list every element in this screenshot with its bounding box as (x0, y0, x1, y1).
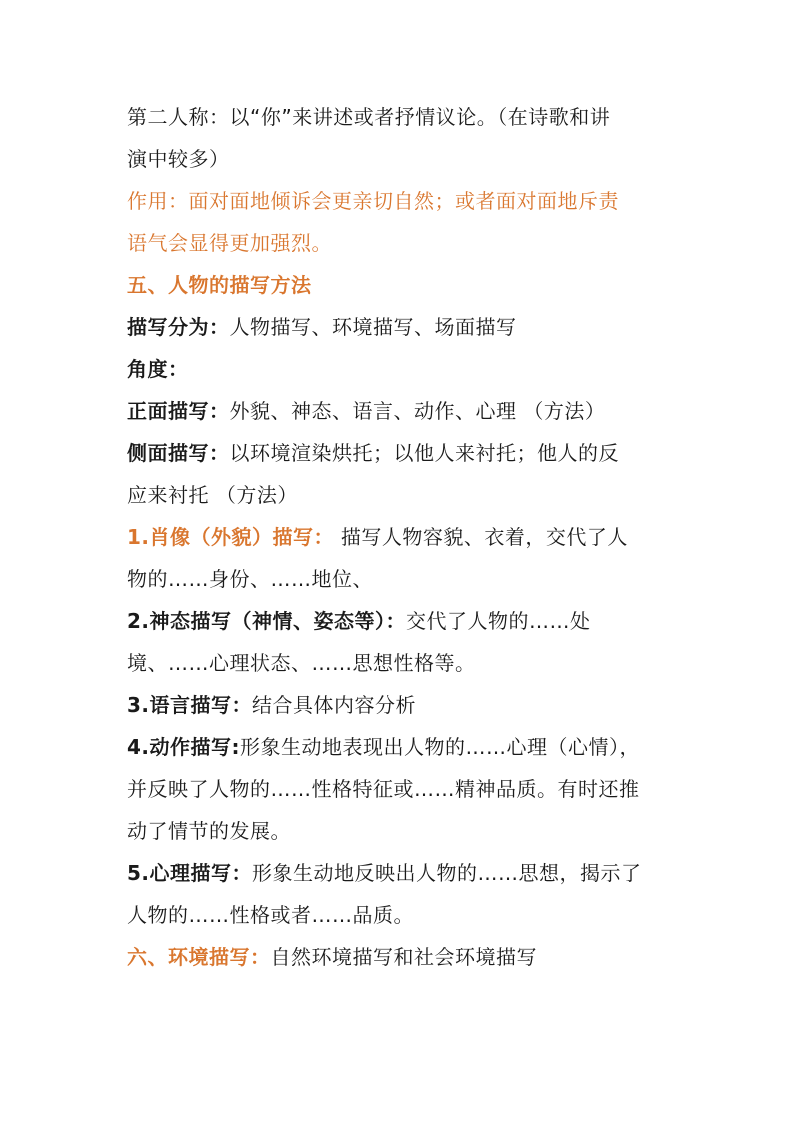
section-heading-six (127, 936, 697, 978)
direct-description-label: 正面描写： (127, 399, 230, 423)
line-indirect-description (127, 432, 697, 474)
portrait-text-cont: 物的……身份、……地位、 (127, 567, 373, 591)
line-indirect-description-cont (127, 474, 697, 516)
portrait-text: 描写人物容貌、衣着，交代了人 (334, 525, 628, 549)
angle-label: 角度： (127, 357, 189, 381)
line-expression (127, 600, 697, 642)
effect-text-cont: 语气会显得更加强烈。 (127, 231, 332, 255)
action-text-cont-2: 动了情节的发展。 (127, 819, 291, 843)
description-types-label: 描写分为： (127, 315, 230, 339)
line-second-person (127, 96, 697, 138)
line-angle (127, 348, 697, 390)
expression-text: 交代了人物的……处 (406, 609, 591, 633)
line-expression-cont (127, 642, 697, 684)
line-effect-cont (127, 222, 697, 264)
section-heading-five (127, 264, 697, 306)
line-portrait-cont (127, 558, 697, 600)
section-five-title: 五、人物的描写方法 (127, 273, 312, 297)
second-person-text-cont: 演中较多） (127, 147, 230, 171)
direct-description-text: 外貌、神态、语言、动作、心理 （方法） (229, 399, 606, 423)
second-person-text: 第二人称：以“你”来讲述或者抒情议论。（在诗歌和讲 (127, 105, 611, 129)
indirect-description-text-cont: 应来衬托 （方法） (127, 483, 298, 507)
line-direct-description (127, 390, 697, 432)
indirect-description-label: 侧面描写： (127, 441, 230, 465)
line-psychology-cont (127, 894, 697, 936)
line-effect (127, 180, 697, 222)
indirect-description-text: 以环境渲染烘托；以他人来衬托；他人的反 (229, 441, 619, 465)
line-action-cont-2 (127, 810, 697, 852)
language-text: 结合具体内容分析 (252, 693, 417, 717)
action-label: 4.动作描写: (127, 735, 241, 759)
line-action-cont (127, 768, 697, 810)
portrait-label: 1.肖像（外貌）描写： (127, 525, 335, 549)
document-body (127, 96, 697, 978)
line-description-types (127, 306, 697, 348)
psychology-label: 5.心理描写： (127, 861, 253, 885)
section-six-text: 自然环境描写和社会环境描写 (270, 945, 537, 969)
psychology-text: 形象生动地反映出人物的……思想，揭示了 (252, 861, 642, 885)
line-action (127, 726, 697, 768)
action-text-cont: 并反映了人物的……性格特征或……精神品质。有时还推 (127, 777, 640, 801)
line-language (127, 684, 697, 726)
description-types-text: 人物描写、环境描写、场面描写 (229, 315, 517, 339)
psychology-text-cont: 人物的……性格或者……品质。 (127, 903, 414, 927)
expression-label: 2.神态描写（神情、姿态等）： (127, 609, 407, 633)
line-psychology (127, 852, 697, 894)
expression-text-cont: 境、……心理状态、……思想性格等。 (127, 651, 476, 675)
effect-text: 作用：面对面地倾诉会更亲切自然；或者面对面地斥责 (127, 189, 619, 213)
line-second-person-cont (127, 138, 697, 180)
language-label: 3.语言描写： (127, 693, 253, 717)
section-six-title: 六、环境描写： (127, 945, 271, 969)
action-text: 形象生动地表现出人物的……心理（心情）， (240, 735, 641, 759)
line-portrait (127, 516, 697, 558)
